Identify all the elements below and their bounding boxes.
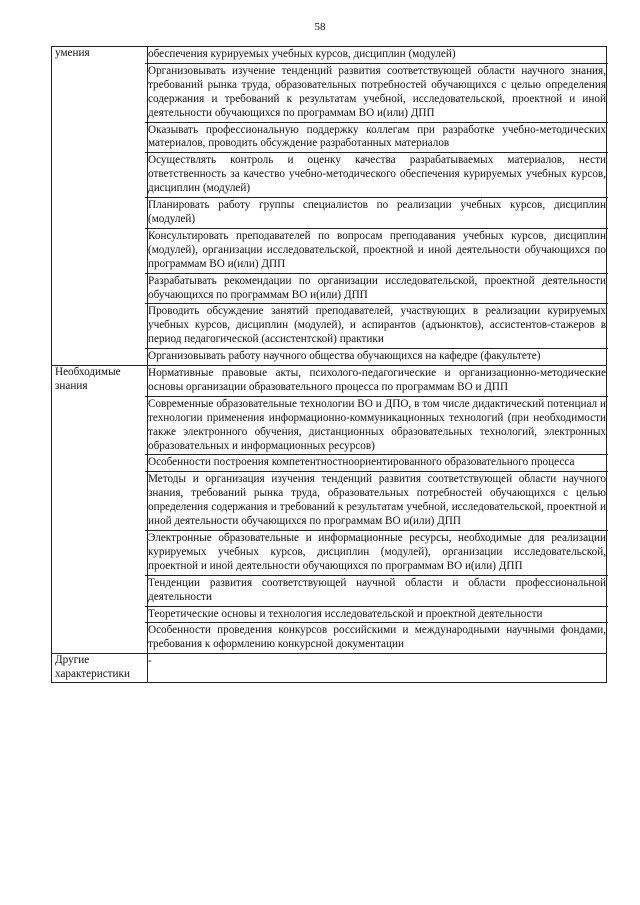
section-item: Планировать работу группы специалистов по реализации учебных курсов, дисциплин (модулей) (145, 197, 608, 228)
section-item: Консультировать преподавателей по вопросам преподавания учебных курсов, дисциплин (модулей), организации исследовательской, проектной и иной деятельности обучающихся по программам ВО и(или) ДПП (145, 228, 608, 273)
section-item: обеспечения курируемых учебных курсов, дисциплин (модулей) (148, 48, 456, 60)
requirements-table-body (52, 47, 607, 683)
requirements-table (51, 46, 607, 683)
section-item: Методы и организация изучения тенденций развития соответствующей области научного знания, требований рынка труда, образовательных потребностей обучающихся с целью определения содержания и требований к результатам учебной, исследовательской, проектной и иной деятельности обучающихся по программам ВО и(или) ДПП (145, 471, 608, 530)
section-item: Теоретические основы и технология исследовательской и проектной деятельности (145, 606, 608, 623)
section-row (52, 366, 607, 654)
section-item: Современные образовательные технологии ВО и ДПО, в том числе дидактический потенциал и технологии применения информационно-коммуникационных технологий (при необходимости также электронного обучения, дистанционных образовательных технологий, электронных образовательных и информационных ресурсов) (145, 396, 608, 455)
section-item: Тенденции развития соответствующей научной области и области профессиональной деятельности (145, 575, 608, 606)
page-number: 58 (314, 21, 326, 33)
section-item: Оказывать профессиональную поддержку коллегам при разработке учебно-методических материалов, проводить обсуждение разработанных материалов (145, 122, 608, 153)
section-label: Другие характеристики (52, 654, 148, 683)
section-item: Проводить обсуждение занятий преподавателей, участвующих в реализации курируемых учебных курсов, дисциплин (модулей), и аспирантов (адъюнктов), ассистентов-стажеров в период педагогической (ассистентской) практики (145, 303, 608, 348)
section-items (148, 47, 607, 366)
section-label: умения (52, 47, 148, 366)
section-item: - (148, 655, 152, 668)
section-item: Организовывать работу научного общества обучающихся на кафедре (факультете) (145, 348, 608, 365)
section-item: Осуществлять контроль и оценку качества разрабатываемых материалов, нести ответственность за качество учебно-методического обеспечения курируемых учебных курсов, дисциплин (модулей) (145, 152, 608, 197)
section-label: Необходимые знания (52, 366, 148, 654)
section-items (148, 366, 607, 654)
section-item: Особенности построения компетентностноориентированного образовательного процесса (145, 454, 608, 471)
section-item: Нормативные правовые акты, психолого-педагогические и организационно-методические основы организации образовательного процесса по программам ВО и ДПП (148, 367, 606, 393)
section-row (52, 47, 607, 366)
section-item: Организовывать изучение тенденций развития соответствующей области научного знания, требований рынка труда, образовательных потребностей обучающихся с целью определения содержания и требований к результатам учебной, исследовательской, проектной и иной деятельности обучающихся по программам ВО и(или) ДПП (145, 63, 608, 122)
section-items (148, 654, 607, 683)
section-row (52, 654, 607, 683)
section-item: Электронные образовательные и информационные ресурсы, необходимые для реализации курируемых учебных курсов, дисциплин (модулей), организации исследовательской, проектной и иной деятельности обучающихся по программам ВО и(или) ДПП (145, 530, 608, 575)
section-item: Разрабатывать рекомендации по организации исследовательской, проектной деятельности обучающихся по программам ВО и(или) ДПП (145, 273, 608, 304)
section-item: Особенности проведения конкурсов российскими и международными научными фондами, требования к оформлению конкурсной документации (145, 622, 608, 653)
